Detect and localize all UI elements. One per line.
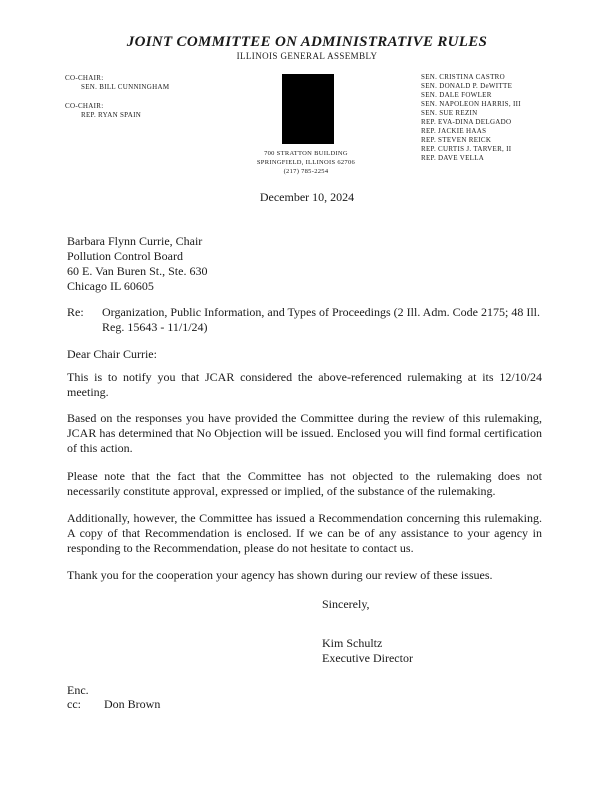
salutation: Dear Chair Currie: [67,347,157,361]
cochair-name-1: SEN. BILL CUNNINGHAM [81,83,170,91]
cochair-label-1: CO-CHAIR: [65,74,104,82]
signature-block [322,636,413,666]
office-line-1: 700 STRATTON BUILDING [264,150,348,157]
member-item: REP. CURTIS J. TARVER, II [421,145,512,153]
body-paragraph-1: This is to notify you that JCAR considered the above-referenced rulemaking at its 12/10/24 meeting. [67,370,542,399]
signer-name: Kim Schultz [322,636,383,650]
addressee-org: Pollution Control Board [67,249,184,263]
cc-line [67,697,160,711]
addressee-block [67,234,207,294]
members-list [421,73,521,163]
body-paragraph-2: Based on the responses you have provided the Committee during the review of this rulemaking, JCAR has determined that No Objection will be issued. Enclosed you will find formal certification of this action. [67,411,542,455]
member-item: SEN. DONALD P. DeWITTE [421,82,513,90]
footer-block [67,683,160,711]
cc-label: cc: [67,697,81,711]
office-line-2: SPRINGFIELD, ILLINOIS 62706 [256,159,356,166]
signer-title: Executive Director [322,651,413,665]
office-address [240,149,372,176]
member-item: REP. STEVEN REICK [421,136,492,144]
member-item: REP. EVA-DINA DELGADO [421,118,512,126]
member-item: SEN. CRISTINA CASTRO [421,73,505,81]
valediction: Sincerely, [322,597,370,611]
committee-subtitle: ILLINOIS GENERAL ASSEMBLY [236,51,378,61]
cochairs-block [65,74,169,120]
letter-date: December 10, 2024 [259,190,355,204]
enclosure-note: Enc. [67,683,89,697]
cochair-label-2: CO-CHAIR: [65,102,104,110]
member-item: REP. DAVE VELLA [421,154,485,162]
cc-name: Don Brown [104,697,161,711]
member-item: SEN. DALE FOWLER [421,91,492,99]
addressee-city: Chicago IL 60605 [67,279,154,293]
addressee-name: Barbara Flynn Currie, Chair [67,234,203,248]
addressee-street: 60 E. Van Buren St., Ste. 630 [67,264,208,278]
body-paragraph-4: Additionally, however, the Committee has issued a Recommendation concerning this rulemaking. A copy of that Recommendation is enclosed. If we can be of any assistance to your agency in responding to the Recommendation, please do not hesitate to contact us. [67,511,542,555]
office-phone: (217) 785-2254 [283,168,329,175]
body-paragraph-3: Please note that the fact that the Committee has not objected to the rulemaking does not necessarily constitute approval, expressed or implied, of the substance of the rulemaking. [67,469,542,498]
committee-title: JOINT COMMITTEE ON ADMINISTRATIVE RULES [126,34,488,50]
re-label: Re: [67,305,84,319]
re-subject: Organization, Public Information, and Types of Proceedings (2 Ill. Adm. Code 2175; 48 Ill. Reg. 15643 - 11/1/24) [102,305,540,334]
cochair-name-2: REP. RYAN SPAIN [81,111,142,119]
member-item: SEN. SUE REZIN [421,109,478,117]
member-item: REP. JACKIE HAAS [421,127,487,135]
body-paragraph-5: Thank you for the cooperation your agency has shown during our review of these issues. [67,568,493,582]
member-item: SEN. NAPOLEON HARRIS, III [421,100,521,108]
redacted-seal [282,74,334,144]
